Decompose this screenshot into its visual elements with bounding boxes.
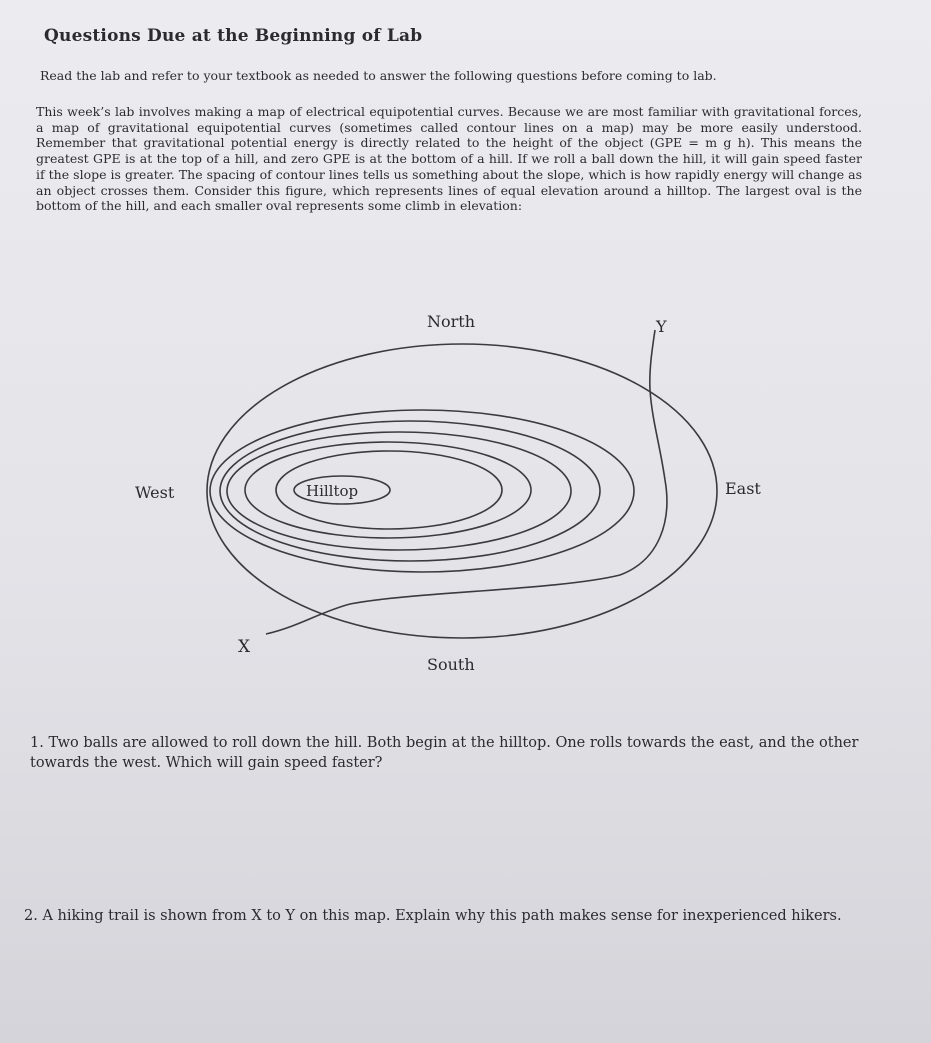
contour-base-oval [207, 344, 717, 638]
south-label: South [427, 655, 475, 674]
point-y-label: Y [656, 317, 667, 336]
question-1: 1. Two balls are allowed to roll down the hill. Both begin at the hilltop. One rolls towards the east, and the other towards the west. Which will gain speed faster? [30, 735, 859, 771]
hilltop-label: Hilltop [306, 482, 359, 500]
intro-instruction: Read the lab and refer to your textbook as needed to answer the following questions before coming to lab. [40, 68, 717, 83]
contour-ring-3 [227, 432, 571, 550]
point-x-label: X [238, 637, 251, 657]
question-2: 2. A hiking trail is shown from X to Y on this map. Explain why this path makes sense for inexperienced hikers. [24, 908, 842, 924]
east-label: East [725, 479, 761, 498]
body-paragraph: This week’s lab involves making a map of electrical equipotential curves. Because we are most familiar with gravitational forces, a map of gravitational equipotential curves (sometimes called contour lines on a map) may be more easily understood. Remember that gravitational potential energy is directly related to the height of the object (GPE = m g h). This means the greatest GPE is at the top of a hill, and zero GPE is at the bottom of a hill. If we roll a ball down the hill, it will gain speed faster if the slope is greater. The spacing of contour lines tells us something about the slope, which is how rapidly energy will change as an object crosses them. Consider this figure, which represents lines of equal elevation around a hilltop. The largest oval is the bottom of the hill, and each smaller oval represents some climb in elevation: [36, 104, 862, 214]
page-title: Questions Due at the Beginning of Lab [44, 26, 423, 46]
west-label: West [135, 483, 175, 502]
north-label: North [427, 312, 476, 331]
contour-ring-4 [245, 442, 531, 538]
